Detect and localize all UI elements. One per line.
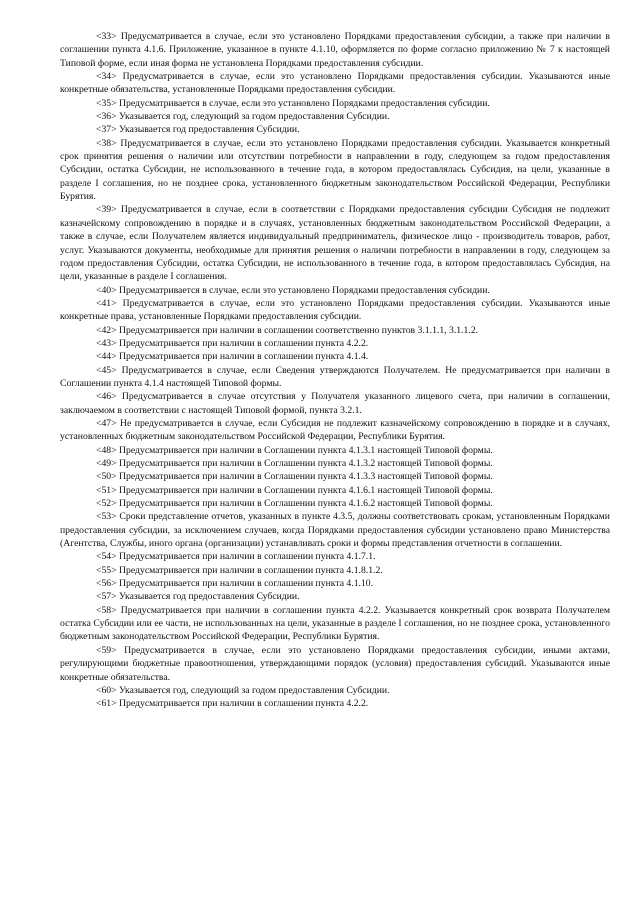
footnote-51: <51> Предусматривается при наличии в Соглашении пункта 4.1.6.1 настоящей Типовой формы.	[96, 484, 493, 496]
footnote-45: <45> Предусматривается в случае, если Сведения утверждаются Получателем. Не предусматривается при наличии в Соглашении пункта 4.1.4 настоящей Типовой формы.	[60, 364, 610, 389]
footnote-54: <54> Предусматривается при наличии в соглашении пункта 4.1.7.1.	[96, 551, 376, 563]
footnote-46: <46> Предусматривается в случае отсутствия у Получателя указанного лицевого счета, при наличии в соглашении, заключаемом в соответствии с настоящей Типовой формой, пункта 3.2.1.	[60, 391, 610, 416]
footnote-52: <52> Предусматривается при наличии в Соглашении пункта 4.1.6.2 настоящей Типовой формы.	[96, 498, 493, 510]
footnote-59: <59> Предусматривается в случае, если это установлено Порядками предоставления субсидии, иными актами, регулирующими бюджетные правоотношения, утверждающими порядок (условия) предоставления субсидий. Указываются иные конкретные обязательства.	[60, 644, 610, 683]
footnote-41: <41> Предусматривается в случае, если это установлено Порядками предоставления субсидии. Указываются иные конкретные права, установленные Порядками предоставления субсидии.	[60, 297, 610, 323]
footnote-35: <35> Предусматривается в случае, если это установлено Порядками предоставления субсидии.	[96, 97, 490, 109]
footnote-34: <34> Предусматривается в случае, если это установлено Порядками предоставления субсидии. Указываются иные конкретные обязательства, установленные Порядками предоставления субсидии.	[60, 71, 610, 96]
footnote-61: <61> Предусматривается при наличии в соглашении пункта 4.2.2.	[96, 698, 369, 710]
footnote-37: <37> Указывается год предоставления Субсидии.	[96, 124, 300, 136]
footnote-53: <53> Сроки представление отчетов, указанных в пункте 4.3.5, должны соответствовать срокам, установленным Порядками предоставления субсидии, за исключением случаев, когда Порядками предоставления субсидии установлено право Министерства (Агентства, Службы, иного органа (организации) устанавливать сроки и формы представления отчетности в соглашении.	[60, 511, 610, 550]
footnote-48: <48> Предусматривается при наличии в Соглашении пункта 4.1.3.1 настоящей Типовой формы.	[96, 444, 493, 456]
footnote-36: <36> Указывается год, следующий за годом предоставления Субсидии.	[96, 111, 390, 123]
footnote-40: <40> Предусматривается в случае, если это установлено Порядками предоставления субсидии.	[96, 284, 490, 296]
footnote-57: <57> Указывается год предоставления Субсидии.	[96, 591, 300, 603]
footnote-39: <39> Предусматривается в случае, если в соответствии с Порядками предоставления субсидии Субсидия не подлежит казначейскому сопровождению в порядке и в случаях, установленных бюджетным законодательством Российской Федерации, а также в случае, если Получателем является индивидуальный предприниматель, физическое лицо - производитель товаров, работ, услуг. Указываются документы, необходимые для принятия решения о наличии потребности в направлении в году, следующем за годом предоставления Субсидии, остатка Субсидии, не использованного в течение года, в котором предоставлялась Субсидия, на цели, указанные в разделе I соглашения.	[60, 204, 610, 283]
footnote-58: <58> Предусматривается при наличии в соглашении пункта 4.2.2. Указывается конкретный срок возврата Получателем остатка Субсидии или ее части, не использованных на цели, указанные в разделе I соглашения, но не позднее срока, установленного бюджетным законодательством Российской Федерации, Республики Бурятия.	[60, 604, 610, 643]
footnote-43: <43> Предусматривается при наличии в соглашении пункта 4.2.2.	[96, 337, 369, 349]
footnote-55: <55> Предусматривается при наличии в соглашении пункта 4.1.8.1.2.	[96, 564, 383, 576]
footnote-44: <44> Предусматривается при наличии в соглашении пункта 4.1.4.	[96, 351, 369, 363]
footnote-38: <38> Предусматривается в случае, если это установлено Порядками предоставления субсидии. Указывается конкретный срок принятия решения о наличии или отсутствии потребности в направлении в году, следующем за годом предоставления Субсидии, остатка Субсидии, не использованного в течение года, в котором предоставлялась Субсидия, на цели, указанные в разделе I соглашения, но не позднее срока, установленного бюджетным законодательством Российской Федерации, Республики Бурятия.	[60, 137, 610, 203]
footnote-47: <47> Не предусматривается в случае, если Субсидия не подлежит казначейскому сопровождению в порядке и в случаях, установленных бюджетным законодательством Российской Федерации, Республики Бурятия.	[60, 417, 610, 443]
footnote-33: <33> Предусматривается в случае, если это установлено Порядками предоставления субсидии, а также при наличии в соглашении пункта 4.1.6. Приложение, указанное в пункте 4.1.10, оформляется по форме согласно приложению № 7 к настоящей Типовой форме, если иная форма не установлена Порядками предоставления субсидии.	[60, 31, 610, 69]
footnote-60: <60> Указывается год, следующий за годом предоставления Субсидии.	[96, 684, 390, 696]
footnote-50: <50> Предусматривается при наличии в Соглашении пункта 4.1.3.3 настоящей Типовой формы.	[96, 471, 493, 483]
footnote-56: <56> Предусматривается при наличии в соглашении пункта 4.1.10.	[96, 578, 374, 590]
footnote-42: <42> Предусматривается при наличии в соглашении соответственно пунктов 3.1.1.1, 3.1.1.2.	[96, 324, 479, 336]
footnote-49: <49> Предусматривается при наличии в Соглашении пункта 4.1.3.2 настоящей Типовой формы.	[96, 458, 493, 469]
